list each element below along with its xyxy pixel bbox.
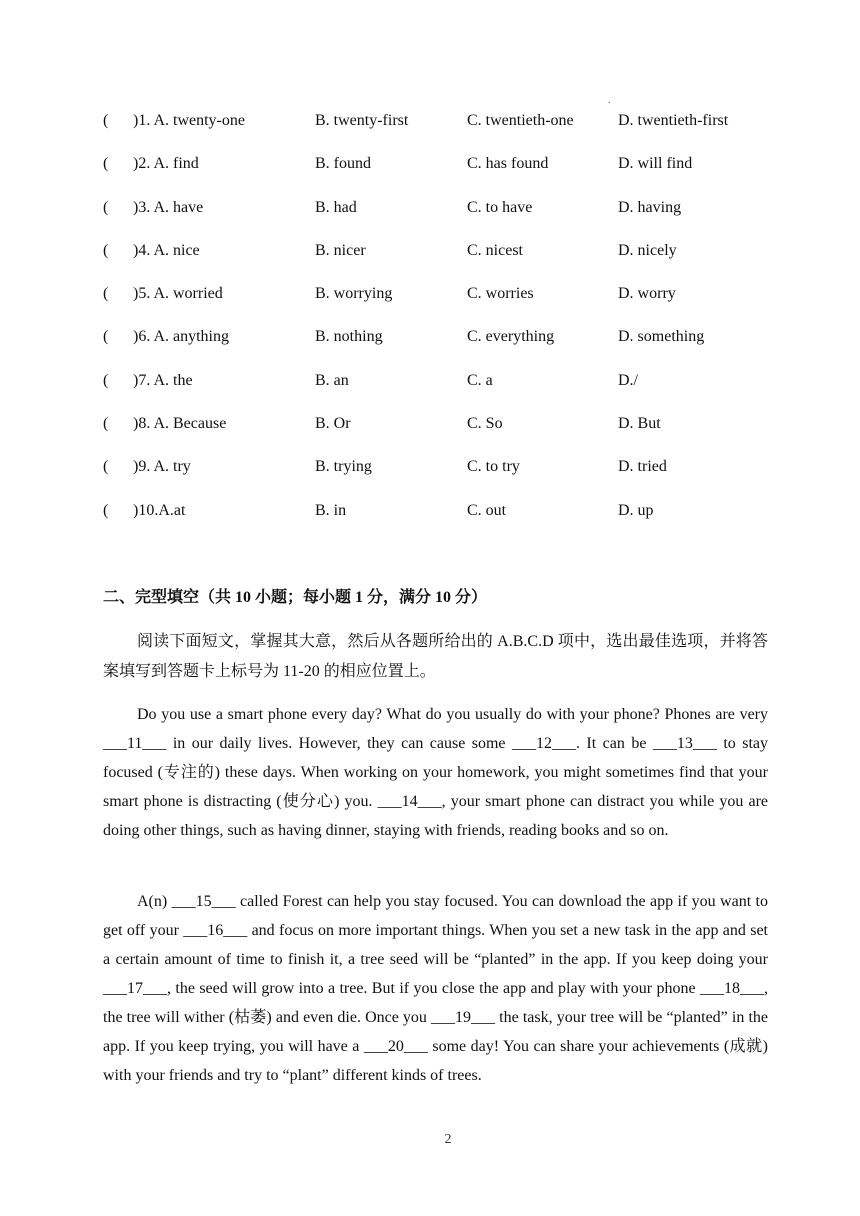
option-a: )7. A. the (133, 371, 193, 389)
question-row (103, 283, 783, 326)
option-c: C. worries (467, 285, 534, 303)
option-b: B. trying (315, 458, 372, 476)
option-c: C. a (467, 371, 493, 389)
option-a: )2. A. find (133, 155, 199, 173)
section-title: 二、完型填空（共 10 小题；每小题 1 分，满分 10 分） (103, 589, 488, 606)
option-b: B. nothing (315, 328, 383, 346)
answer-paren: ( (103, 112, 109, 129)
option-a: )5. A. worried (133, 285, 223, 303)
option-b: B. an (315, 371, 349, 389)
question-row (103, 110, 783, 153)
question-row (103, 500, 783, 543)
answer-paren: ( (103, 501, 109, 519)
option-b: B. found (315, 155, 371, 173)
option-d: D. worry (618, 285, 676, 303)
answer-paren: ( (103, 415, 109, 433)
answer-paren: ( (103, 285, 109, 303)
option-d: D. tried (618, 458, 667, 476)
option-d: D. twentieth-first (618, 112, 729, 129)
option-d: D. having (618, 198, 682, 216)
option-a: )4. A. nice (133, 241, 200, 259)
page-number: 2 (444, 1132, 452, 1147)
option-b: B. nicer (315, 241, 366, 259)
option-c: C. everything (467, 328, 555, 346)
question-list (103, 110, 783, 543)
option-a: )1. A. twenty-one (133, 112, 245, 129)
question-row (103, 197, 783, 240)
question-row (103, 456, 783, 499)
option-a: )8. A. Because (133, 415, 227, 433)
passage-paragraph-1: Do you use a smart phone every day? What do you usually do with your phone? Phones are very ___11___ in our daily lives. However, they can cause some ___12___. It can be ___13___ to stay focused (专注的) these days. When working on your homework, you might sometimes find that your smart phone is distracting (使分心) you. ___14___, your smart phone can distract you while you are doing other things, such as having dinner, staying with friends, reading books and so on. (103, 706, 768, 839)
option-d: D./ (618, 371, 638, 389)
option-b: B. worrying (315, 285, 393, 303)
answer-paren: ( (103, 371, 109, 389)
option-d: D. nicely (618, 241, 677, 259)
option-c: C. out (467, 501, 507, 519)
option-a: )10.A.at (133, 501, 186, 519)
answer-paren: ( (103, 458, 109, 476)
option-d: D. will find (618, 155, 693, 173)
option-c: C. So (467, 415, 503, 433)
option-a: )3. A. have (133, 198, 204, 216)
question-row (103, 370, 783, 413)
option-b: B. Or (315, 415, 351, 433)
option-c: C. to try (467, 458, 520, 476)
question-row (103, 326, 783, 369)
option-b: B. had (315, 198, 357, 216)
option-d: D. up (618, 501, 654, 519)
answer-paren: ( (103, 198, 109, 216)
option-c: C. nicest (467, 241, 523, 259)
option-b: B. twenty-first (315, 112, 409, 129)
passage-paragraph-2: A(n) ___15___ called Forest can help you stay focused. You can download the app if you want to get off your ___16___ and focus on more important things. When you set a new task in the app and set a certain amount of time to finish it, a tree seed will be “planted” in the app. If you keep doing your ___17___, the seed will grow into a tree. But if you close the app and play with your phone ___18___, the tree will wither (枯萎) and even die. Once you ___19___ the task, your tree will be “planted” in the app. If you keep trying, you will have a ___20___ some day! You can share your achievements (成就) with your friends and try to “plant” different kinds of trees. (103, 893, 768, 1084)
question-row (103, 153, 783, 196)
answer-paren: ( (103, 241, 109, 259)
option-c: C. has found (467, 155, 549, 173)
section-instructions: 阅读下面短文，掌握其大意，然后从各题所给出的 A.B.C.D 项中，选出最佳选项，并将答案填写到答题卡上标号为 11-20 的相应位置上。 (103, 633, 768, 680)
option-b: B. in (315, 501, 347, 519)
option-c: C. twentieth-one (467, 112, 574, 129)
answer-paren: ( (103, 328, 109, 346)
option-d: D. something (618, 328, 705, 346)
option-a: )6. A. anything (133, 328, 229, 346)
question-row (103, 413, 783, 456)
question-row (103, 240, 783, 283)
stray-dot: . (608, 95, 611, 106)
option-c: C. to have (467, 198, 533, 216)
option-a: )9. A. try (133, 458, 191, 476)
answer-paren: ( (103, 155, 109, 173)
option-d: D. But (618, 415, 661, 433)
